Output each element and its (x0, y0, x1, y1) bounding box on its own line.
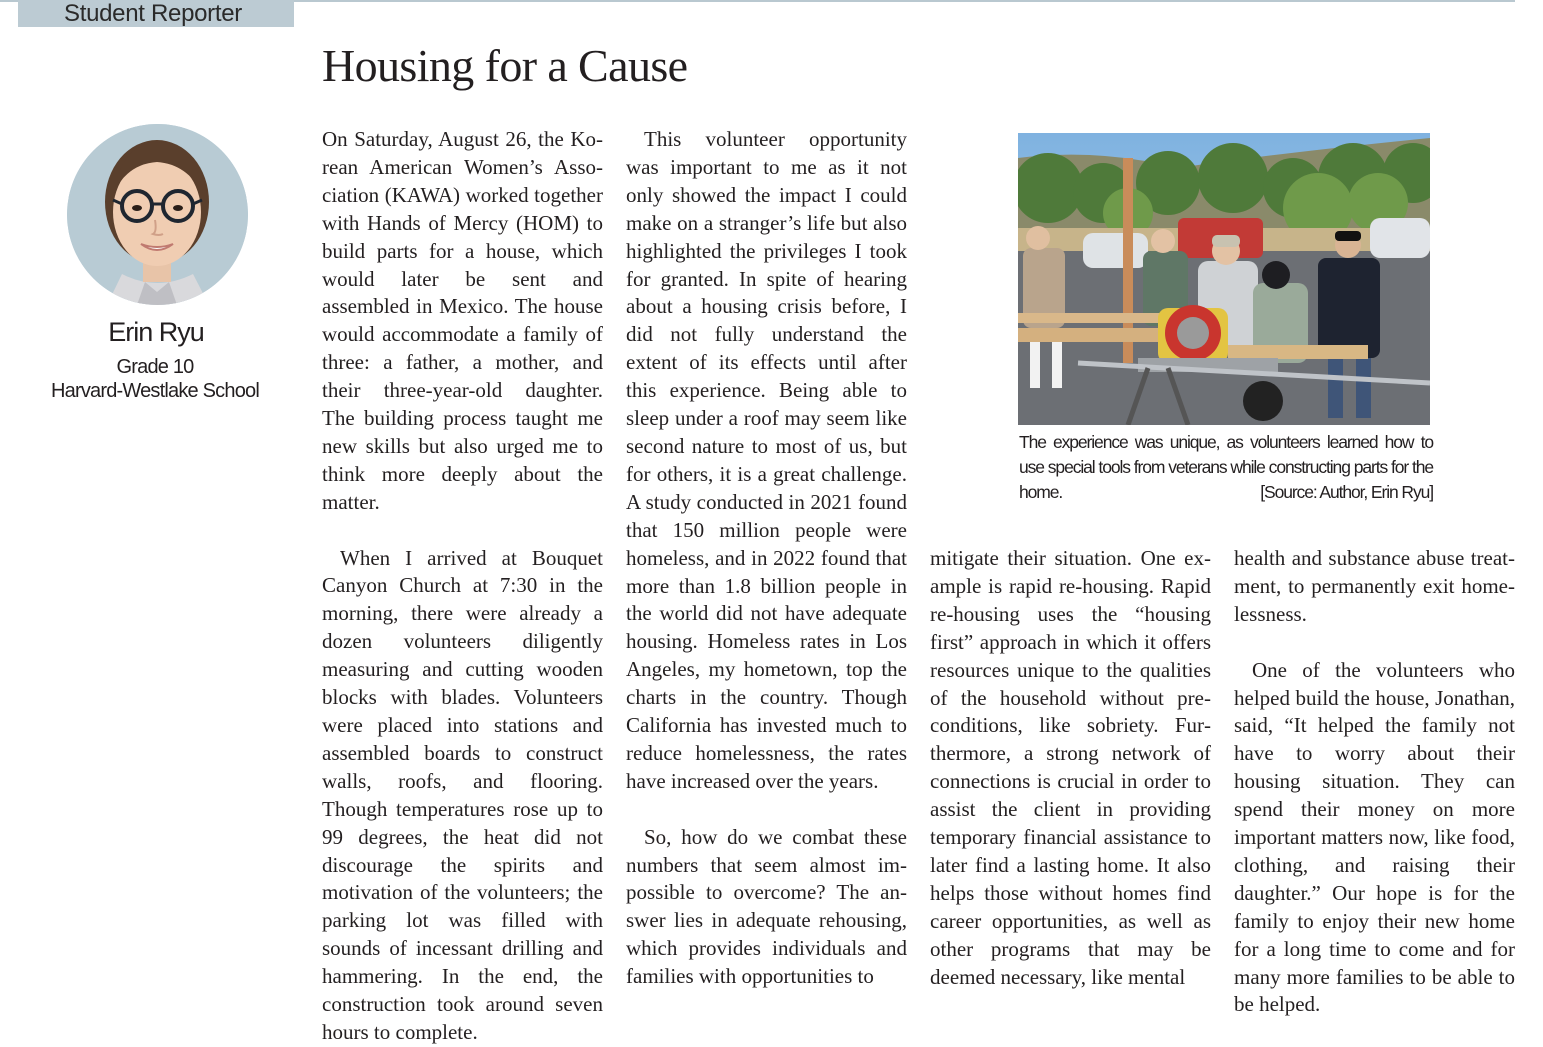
author-portrait-image (67, 124, 248, 305)
article-column-1 (322, 126, 603, 1047)
article-paragraph: One of the volunteers who helped build the house, Jonathan, said, “It helped the family not have to worry about their housing situation. They can spend their money on more important matters now, like food, clothing, and raising their daughter.” Our hope is for the family to enjoy their new home for a long time to come and for many more families to be able to be helped. (1234, 657, 1515, 1017)
article-paragraph: When I arrived at Bouquet Canyon Church at 7:30 in the morning, there were already a dozen volunteers diligently measuring and cutting wooden blocks with blades. Volunteers were placed into stations and assembled boards to construct walls, roofs, and flooring. Though temperatures rose up to 99 degrees, the heat did not discourage the spirits and motivation of the volunteers; the parking lot was filled with sounds of incessant drilling and hammering. In the end, the construction took around seven hours to complete. (322, 545, 603, 1044)
article-photo (1018, 133, 1430, 425)
photo-caption (1019, 430, 1433, 505)
author-school: Harvard-Westlake School (51, 380, 259, 402)
author-grade: Grade 10 (116, 356, 194, 378)
article-column-3 (930, 545, 1211, 992)
photo-source-credit: [Source: Author, Erin Ryu] (1260, 482, 1433, 502)
author-name: Erin Ryu (108, 317, 204, 347)
author-avatar (67, 124, 248, 305)
article-paragraph: mitigate their situation. One example is rapid re-housing. Rapid re-housing uses the “housing first” approach in which it offers resources unique to the qualities of the household without preconditions, like sobriety. Furthermore, a strong network of connections is crucial in order to assist the client in providing temporary financial assistance to later find a lasting home. It also helps those without homes find career opportunities, as well as other programs that may be deemed necessary, like mental (930, 546, 1211, 989)
article-headline: Housing for a Cause (322, 40, 688, 91)
article-paragraph: So, how do we combat these numbers that seem almost impossible to overcome? The answer lies in adequate rehousing, which provides individuals and families with opportunities to (626, 824, 907, 989)
article-column-4 (1234, 545, 1515, 1019)
photo-caption-text: The experience was unique, as volunteers learned how to use special tools from veterans while constructing parts for the home. (1019, 432, 1433, 502)
article-paragraph: health and substance abuse treatment, to permanently exit homelessness. (1234, 546, 1515, 626)
article-paragraph: This volunteer opportunity was important to me as it not only showed the impact I could make on a stranger’s life but also highlighted the privileges I took for granted. In spite of hearing about a housing crisis before, I did not fully understand the extent of its effects until after this experience. Being able to sleep under a roof may seem like second nature to most of us, but for others, it is a great challenge. A study conducted in 2021 found that 150 million people were homeless, and in 2022 found that more than 1.8 billion people in the world did not have adequate housing. Homeless rates in Los Angeles, my hometown, top the charts in the country. Though California has invested much to reduce homelessness, the rates have increased over the years. (626, 127, 907, 793)
volunteers-photo-image (1018, 133, 1430, 425)
section-label: Student Reporter (18, 0, 294, 27)
article-paragraph: On Saturday, August 26, the Korean American Women’s Association (KAWA) worked together with Hands of Mercy (HOM) to build parts for a house, which would later be sent and assembled in Mexico. The house would accommodate a family of three: a father, a mother, and their three-year-old daughter. The building process taught me new skills but also urged me to think more deeply about the matter. (322, 127, 603, 514)
article-column-2 (626, 126, 907, 991)
